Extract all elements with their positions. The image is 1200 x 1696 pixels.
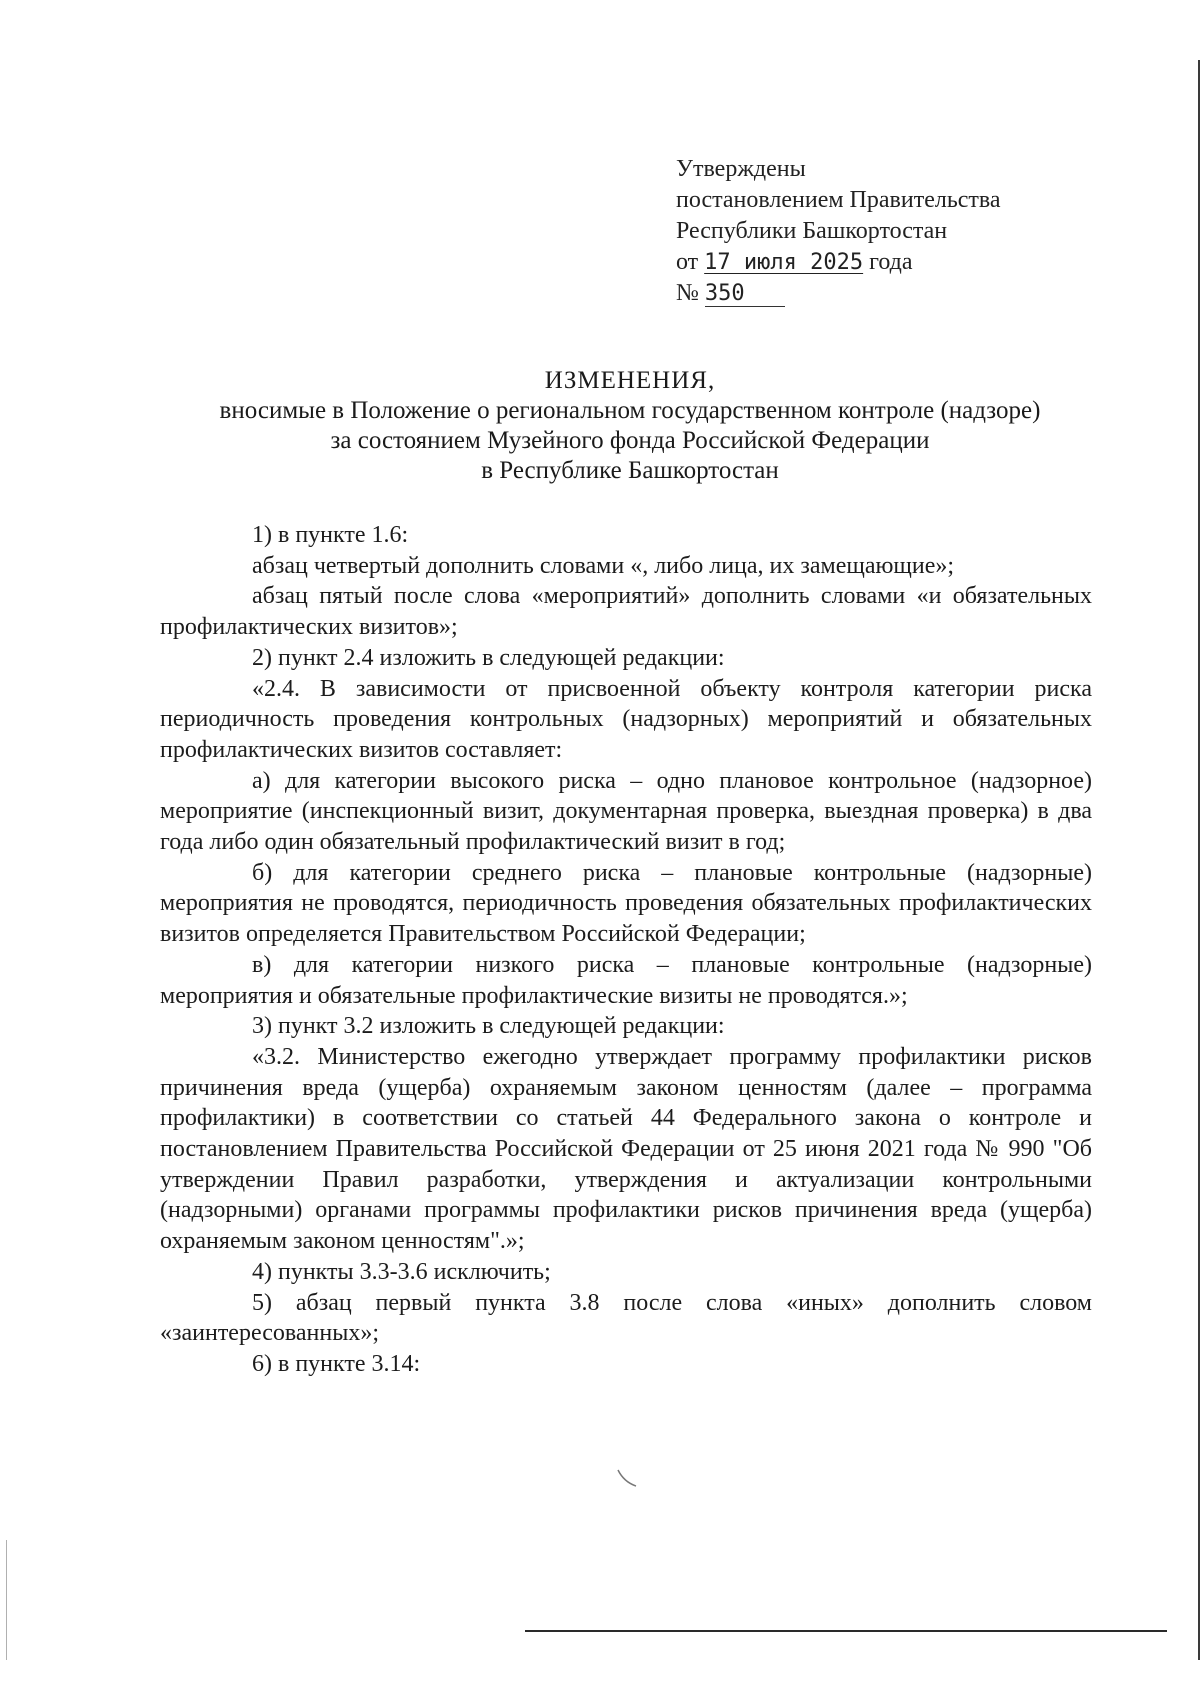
paragraph-item-3: 3) пункт 3.2 изложить в следующей редакции: (252, 1013, 725, 1040)
paragraph-item-5: 5) абзац первый пункта 3.8 после слова «иных» дополнить словом «заинтересованных»; (160, 1289, 1092, 1347)
document-subtitle-line-1: вносимые в Положение о региональном государственном контроле (надзоре) (219, 397, 1041, 424)
paragraph-clause-2-4-a: а) для категории высокого риска – одно плановое контрольное (надзорное) мероприятие (инспекционный визит, документарная проверка, выездная проверка) в два года либо один обязательный профилактический визит в год; (160, 767, 1092, 856)
approval-number-line (676, 278, 1001, 309)
paragraph-clause-2-4-b: б) для категории среднего риска – плановые контрольные (надзорные) мероприятия не проводятся, периодичность проведения обязательных профилактических визитов определяется Правительством Российской Федерации; (160, 859, 1092, 948)
approval-date-suffix: года (869, 249, 913, 275)
paragraph-clause-3-2: «3.2. Министерство ежегодно утверждает программу профилактики рисков причинения вреда (ущерба) охраняемым законом ценностям (далее – программа профилактики) в соответствии со статьей 44 Федерального закона о контроле и постановлением Правительства Российской Федерации от 25 июня 2021 года № 990 "Об утверждении Правил разработки, утверждения и актуализации контрольными (надзорными) органами программы профилактики рисков причинения вреда (ущерба) охраняемым законом ценностям".»; (160, 1043, 1092, 1255)
paragraph-item-1: 1) в пункте 1.6: (252, 522, 409, 548)
approval-line-3: Республики Башкортостан (676, 218, 948, 244)
approval-line-2: постановлением Правительства (676, 187, 1001, 213)
approval-date-value: 17 июля 2025 (704, 250, 864, 275)
approval-number-value: 350 (705, 282, 785, 307)
document-body (160, 520, 1092, 1380)
document-subtitle-line-2: за состоянием Музейного фонда Российской Федерации (330, 427, 930, 454)
approval-stamp-block (676, 154, 1001, 309)
document-subtitle-line-3: в Республике Башкортостан (481, 457, 779, 484)
scan-speck-mark (616, 1468, 638, 1488)
approval-date-line (676, 247, 1001, 278)
document-title: ИЗМЕНЕНИЯ, (544, 367, 716, 394)
paragraph-item-6: 6) в пункте 3.14: (252, 1350, 421, 1377)
document-title-block (150, 366, 1110, 486)
paragraph-item-1-para-5: абзац пятый после слова «мероприятий» дополнить словами «и обязательных профилактических визитов»; (160, 583, 1092, 641)
approval-date-prefix: от (676, 249, 699, 275)
approval-line-1: Утверждены (676, 156, 806, 182)
paragraph-item-2: 2) пункт 2.4 изложить в следующей редакции: (252, 644, 725, 671)
paragraph-item-4: 4) пункты 3.3-3.6 исключить; (252, 1258, 551, 1285)
approval-number-prefix: № (676, 280, 699, 306)
paragraph-item-1-para-4: абзац четвертый дополнить словами «, либо лица, их замещающие»; (252, 552, 955, 579)
scan-line-bottom (525, 1630, 1167, 1632)
paragraph-clause-2-4-v: в) для категории низкого риска – плановые контрольные (надзорные) мероприятия и обязательные профилактические визиты не проводятся.»; (160, 951, 1092, 1009)
scan-border-left (6, 1540, 7, 1660)
paragraph-clause-2-4: «2.4. В зависимости от присвоенной объекту контроля категории риска периодичность проведения контрольных (надзорных) мероприятий и обязательных профилактических визитов составляет: (160, 675, 1092, 763)
